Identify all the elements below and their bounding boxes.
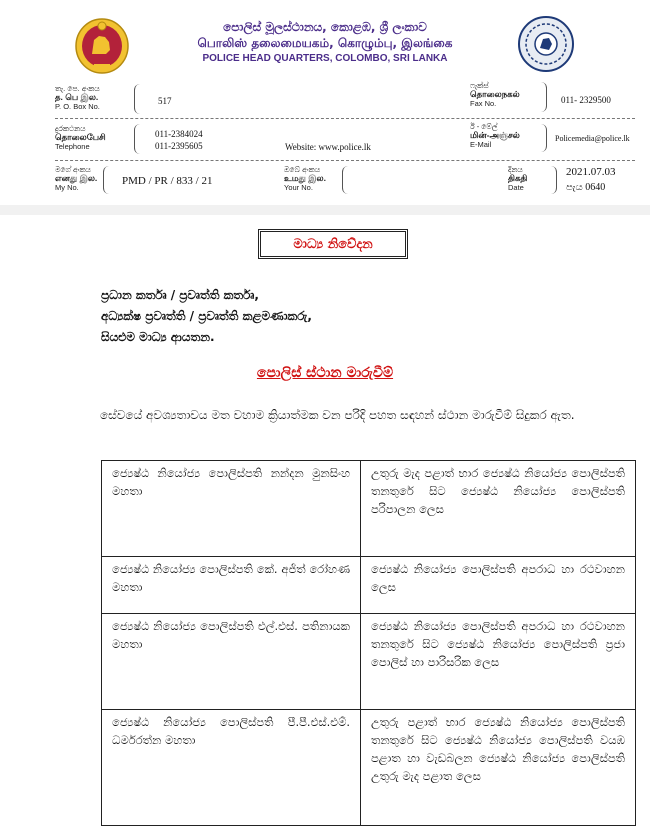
table-row (102, 710, 636, 826)
po-box-label: තැ. පෙ. අංකය த. பெ இல. P. O. Box No. (55, 84, 100, 111)
officer-cell: ජ්‍යෙෂ්ඨ නියෝජ්‍ය පොලිස්පති නන්දන මුනසිංහ මහතා (102, 461, 361, 557)
my-no-value: PMD / PR / 833 / 21 (122, 175, 213, 187)
letterhead-title-sinhala: පොලිස් මූලස්ථානය, කොළඹ, ශ්‍රී ලංකාව (223, 20, 427, 34)
officer-cell: ජ්‍යෙෂ්ඨ නියෝජ්‍ය පොලිස්පති කේ. අජිත් රෝහණ මහතා (102, 557, 361, 614)
email-value: Policemedia@police.lk (555, 134, 630, 143)
notice-title-box (258, 229, 408, 259)
assignment-cell: ජ්‍යෙෂ්ඨ නියෝජ්‍ය පොලිස්පති අපරාධ හා රථවාහන තනතුරේ සිට ජ්‍යෙෂ්ඨ නියෝජ්‍ය පොලිස්පති ප්‍රජා පොලිස් හා පාරිසරික ලෙස (361, 614, 636, 710)
fax-value: 011- 2329500 (561, 95, 611, 105)
date-label: දිනය திகதி Date (508, 165, 528, 192)
addressee-line-2: අධ්‍යක්ෂ ප්‍රවෘත්ති / ප්‍රවෘත්ති කළමණාකරු, (101, 309, 312, 323)
my-no-brace (103, 166, 110, 194)
your-no-label: ඔබේ අංකය உமது இல. Your No. (284, 165, 326, 192)
assignment-cell: උතුරු මැද පළාත් භාර ජ්‍යෙෂ්ඨ නියෝජ්‍ය පොලිස්පති තනතුරේ සිට ජ්‍යෙෂ්ඨ නියෝජ්‍ය පොලිස්පති පරිපාලන ලෙස (361, 461, 636, 557)
table-row (102, 461, 636, 557)
officer-cell: ජ්‍යෙෂ්ඨ නියෝජ්‍ය පොලිස්පති එල්.එස්. පතිනායක මහතා (102, 614, 361, 710)
email-brace (540, 124, 547, 152)
po-box-brace (134, 84, 141, 114)
email-label: ඊ - මේල් மின்-அஞ்சல் E-Mail (470, 122, 520, 149)
fax-brace (540, 82, 547, 112)
assignment-cell: උතුරු පළාත් භාර ජ්‍යෙෂ්ඨ නියෝජ්‍ය පොලිස්පති තනතුරේ සිට ජ්‍යෙෂ්ඨ නියෝජ්‍ය පොලිස්පති වයඹ පළාත හා වැඩබලන ජ්‍යෙෂ්ඨ නියෝජ්‍ය පොලිස්පති උතුරු මැද පළාත ලෙස (361, 710, 636, 826)
po-box-value: 517 (158, 96, 172, 106)
separator-line (55, 118, 635, 119)
table-row (102, 557, 636, 614)
officer-cell: ජ්‍යෙෂ්ඨ නියෝජ්‍ය පොලිස්පති පී.පී.එස්.එම්. ධර්මරත්න මහතා (102, 710, 361, 826)
telephone-value-1: 011-2384024 (155, 129, 203, 139)
section-heading (0, 365, 650, 381)
your-no-brace (342, 166, 349, 194)
letterhead-title-tamil: பொலிஸ் தலைமையகம், கொழும்பு, இலங்கை (197, 36, 453, 50)
fax-label: ෆැක්ස් தொலைநகல் Fax No. (470, 81, 520, 108)
section-heading-text: පොලිස් ස්ථාන මාරුවීම් (256, 365, 394, 381)
time-value: පැය 0640 (566, 182, 606, 193)
table-row (102, 614, 636, 710)
date-brace (550, 166, 557, 194)
letterhead-divider-band (0, 205, 650, 215)
letterhead-title-english: POLICE HEAD QUARTERS, COLOMBO, SRI LANKA (202, 53, 448, 64)
intro-paragraph: සේවයේ අවශ්‍යතාවය මත වහාම ක්‍රියාත්මක වන පරිදි පහත සඳහන් ස්ථාන මාරුවීම් සිදුකර ඇත. (100, 408, 575, 422)
addressee-line-3: සියළුම මාධ්‍ය ආයතන. (101, 330, 215, 344)
separator-line (55, 160, 635, 161)
website-text: Website: www.police.lk (285, 142, 371, 152)
telephone-label: දුරකථනය தொலைபேசி Telephone (55, 124, 106, 151)
notice-title: මාධ්‍ය නිවේදන (293, 236, 373, 252)
transfers-table (101, 460, 636, 826)
assignment-cell: ජ්‍යෙෂ්ඨ නියෝජ්‍ය පොලිස්පති අපරාධ හා රථවාහන ලෙස (361, 557, 636, 614)
police-emblem-logo (516, 14, 576, 74)
telephone-value-2: 011-2395605 (155, 141, 203, 151)
telephone-brace (134, 124, 141, 154)
addressee-line-1: ප්‍රධාන කර්තෘ / ප්‍රවෘත්ති කර්තෘ, (101, 288, 259, 302)
date-value: 2021.07.03 (566, 166, 616, 178)
my-no-label: මගේ අංකය எனது இல. My No. (55, 165, 98, 192)
sri-lanka-emblem-logo (72, 16, 132, 74)
